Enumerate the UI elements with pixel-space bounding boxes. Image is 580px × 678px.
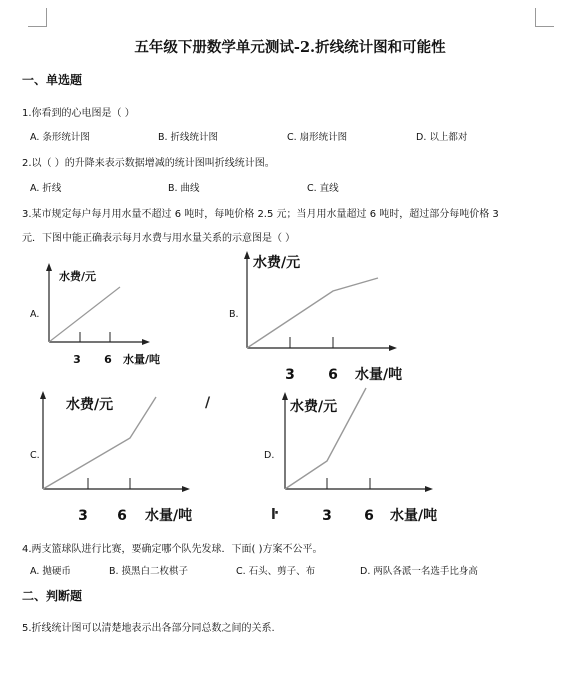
graph-b-option-label[interactable]: B. — [229, 309, 239, 320]
question-4-option-a[interactable]: A. 抛硬币 — [30, 566, 71, 577]
question-3-text-line1: 3.某市规定每户每月用水量不超过 6 吨时，每吨价格 2.5 元；当月用水量超过 6 吨时，超过部分每吨价格 3 — [22, 209, 499, 220]
graph-b-x-label: 水量/吨 — [355, 367, 403, 383]
section-heading-true-false: 二、判断题 — [22, 589, 83, 603]
question-2-option-c[interactable]: C. 直线 — [307, 183, 339, 194]
graph-a-y-label: 水费/元 — [59, 270, 97, 283]
graph-b-tick-label-6: 6 — [328, 367, 338, 383]
question-1-option-c[interactable]: C. 扇形统计图 — [287, 132, 348, 143]
question-5-text: 5.折线统计图可以清楚地表示出各部分同总数之间的关系. — [22, 623, 275, 634]
graph-d-y-label: 水费/元 — [290, 399, 338, 415]
question-2-option-a[interactable]: A. 折线 — [30, 183, 62, 194]
section-heading-single-choice: 一、单选题 — [22, 73, 83, 87]
cutoff-glyph-fragment-2: ŀ — [271, 507, 279, 523]
graph-c-option-label[interactable]: C. — [30, 450, 40, 461]
question-1-option-a[interactable]: A. 条形统计图 — [30, 132, 90, 143]
graph-c-x-label: 水量/吨 — [145, 508, 193, 524]
graph-d-x-label: 水量/吨 — [390, 508, 438, 524]
question-4-option-b[interactable]: B. 摸黑白二枚棋子 — [109, 566, 189, 577]
graph-d-tick-label-3: 3 — [322, 508, 332, 524]
question-1-text: 1.你看到的心电图是（ ） — [22, 108, 135, 119]
question-2-option-b[interactable]: B. 曲线 — [168, 183, 200, 194]
graph-c-y-label: 水费/元 — [66, 397, 114, 413]
question-3-text-line2: 元．下图中能正确表示每月水费与用水量关系的示意图是（ ） — [22, 233, 296, 244]
graph-b-tick-label-3: 3 — [285, 367, 295, 383]
question-4-option-c[interactable]: C. 石头、剪子、布 — [236, 566, 316, 577]
graph-b-y-label: 水费/元 — [253, 255, 301, 271]
graph-a-option-label[interactable]: A. — [30, 309, 40, 320]
graph-d-y-arrow — [282, 392, 288, 400]
graph-d-option-label[interactable]: D. — [264, 450, 275, 461]
question-4-text: 4.两支篮球队进行比赛，要确定哪个队先发球．下面( )方案不公平。 — [22, 544, 323, 555]
question-4-option-d[interactable]: D. 两队各派一名选手比身高 — [360, 566, 478, 577]
graph-d-tick-label-6: 6 — [364, 508, 374, 524]
graph-a-tick-label-6: 6 — [104, 353, 112, 366]
graph-d-x-arrow — [425, 486, 433, 492]
document-title: 五年级下册数学单元测试-2.折线统计图和可能性 — [134, 39, 446, 56]
graph-a-x-label: 水量/吨 — [123, 353, 161, 366]
question-2-text: 2.以（ ）的升降来表示数据增减的统计图叫折线统计图。 — [22, 158, 275, 169]
question-1-option-d[interactable]: D. 以上都对 — [416, 132, 468, 143]
graph-c-tick-label-6: 6 — [117, 508, 127, 524]
graph-c-tick-label-3: 3 — [78, 508, 88, 524]
graph-a-tick-label-3: 3 — [73, 353, 81, 366]
cutoff-glyph-fragment: / — [205, 395, 211, 411]
question-1-option-b[interactable]: B. 折线统计图 — [158, 132, 219, 143]
